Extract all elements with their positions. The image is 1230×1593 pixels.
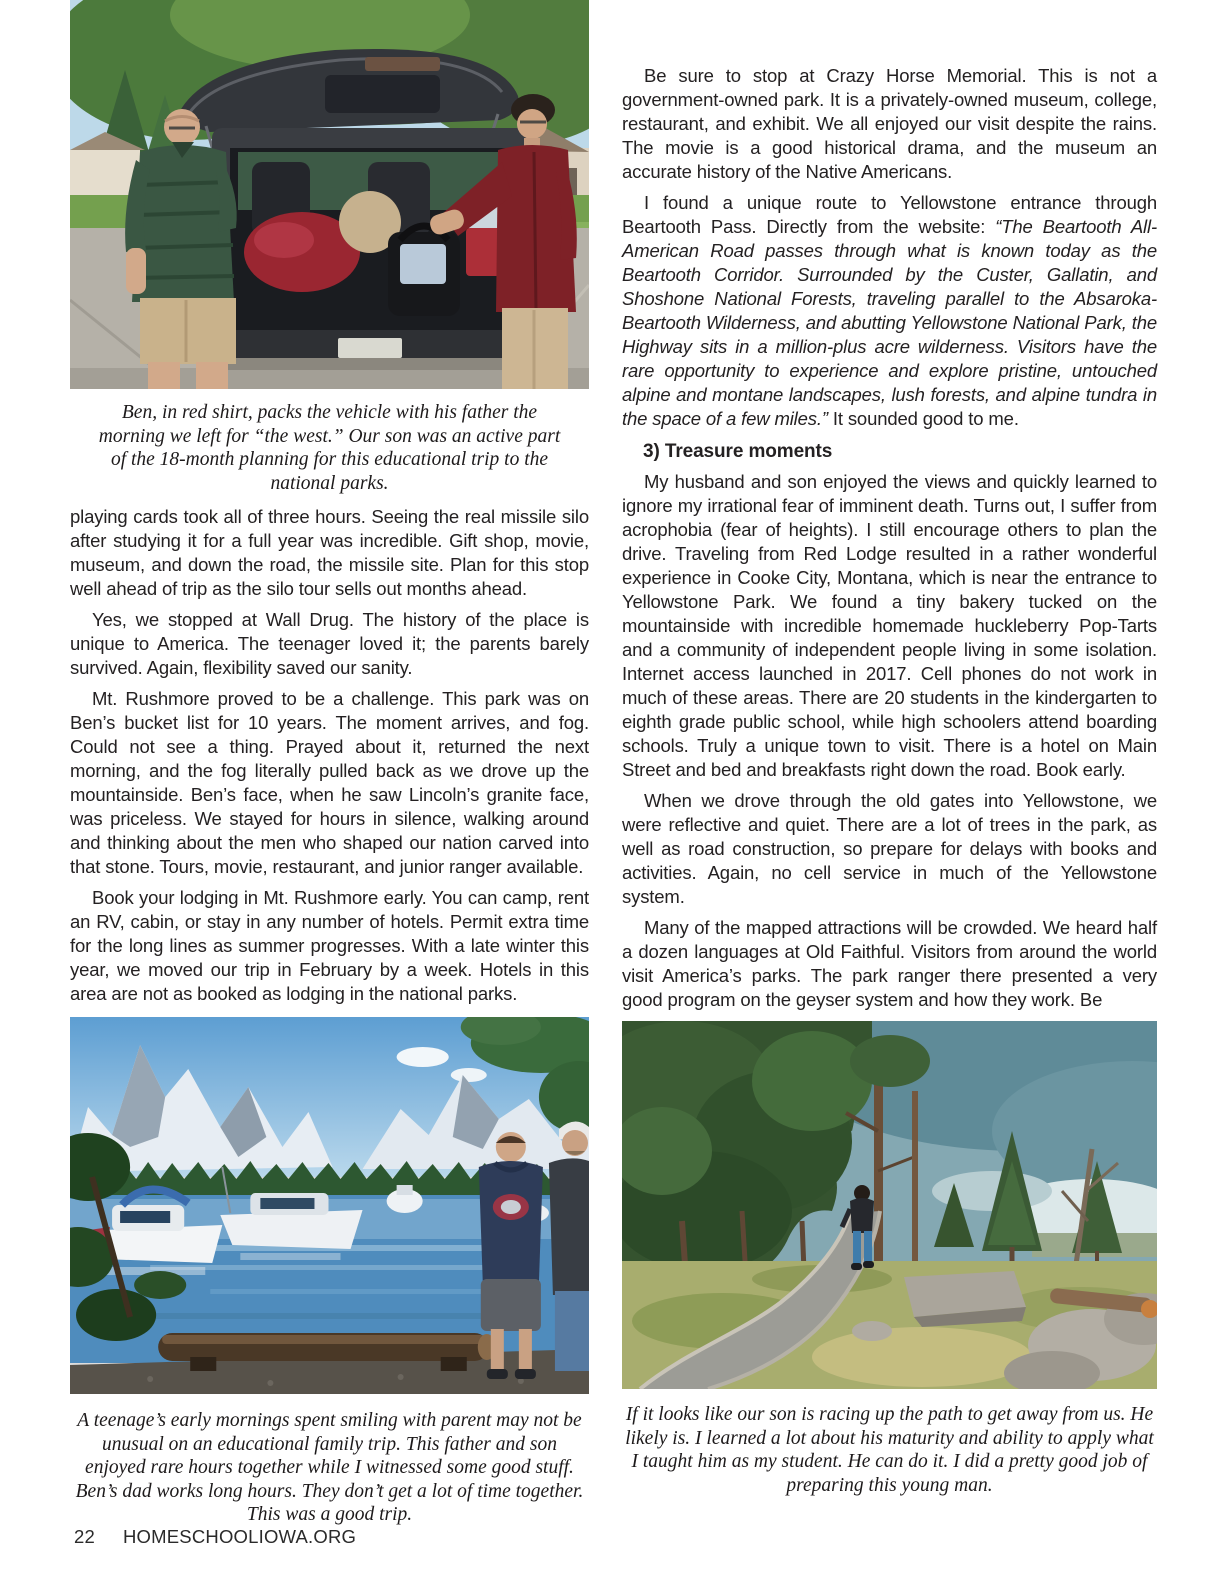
photo-trunk-packing [70,0,589,389]
paragraph-views-cooke-city: My husband and son enjoyed the views and quickly learned to ignore my irrational fear of imminent death. Turns out, I suffer from acrophobia (fear of heights). I still encourage others to plan the drive. Traveling from Red Lodge resulted in a rather wonderful experience in Cooke City, Montana, which is near the entrance to Yellowstone Park. We found a tiny bakery tucked on the mountainside with incredible homemade huckleberry Pop-Tarts and a community of independent people living in some isolation. Internet access launched in 2017. Cell phones do not work in much of these areas. There are 20 students in the kindergarten to eighth grade public school, while high schoolers attend boarding schools. Truly a unique town to visit. There is a hotel on Main Street and bed and breakfasts right down the road. Book early. [622,471,1157,780]
left-column [70,0,589,1537]
caption-trail-photo: If it looks like our son is racing up the path to get away from us. He likely is. I learned a lot about his maturity and ability to apply what I taught him as my student. He can do it. I did a pretty good job of preparing this young man. [625,1404,1154,1496]
footer-website: HOMESCHOOLIOWA.ORG [122,1526,357,1547]
paragraph-missile-silo: playing cards took all of three hours. Seeing the real missile silo after studying it for a full year was incredible. Gift shop, movie, museum, and down the road, the missile site. Plan for this stop well ahead of trip as the silo tour sells out months ahead. [70,506,589,599]
paragraph-crazy-horse: Be sure to stop at Crazy Horse Memorial. This is not a government-owned park. It is a privately-owned museum, college, restaurant, and exhibit. We all enjoyed our visit despite the rains. The movie is a good historical drama, and the museum an accurate history of the Native Americans. [622,65,1157,182]
page-number: 22 [74,1526,95,1547]
trunk-packing-illustration [70,0,589,389]
caption-lake-photo: A teenage’s early mornings spent smiling with parent may not be unusual on an educational family trip. This father and son enjoyed rare hours together while I witnessed some good stuff. Ben’s dad works long hours. They don’t get a lot of time together. This was a good trip. [75,1410,584,1525]
right-column [622,64,1157,1507]
beartooth-website-quote: “The Beartooth All-American Road passes through what is known today as the Beartooth Corridor. Surrounded by the Custer, Gallatin, and Shoshone National Forests, traveling parallel to the Absaroka-Beartooth Wilderness, and abutting Yellowstone National Park, the Highway sits in a million-plus acre wilderness. Visitors have the rare opportunity to experience and explore pristine, untouched alpine and montane landscapes, lush forests, and alpine tundra in the space of a few miles.” [622,216,1157,429]
trail-illustration [622,1021,1157,1389]
paragraph-beartooth [622,191,1157,431]
caption-trunk-photo: Ben, in red shirt, packs the vehicle with his father the morning we left for “the west.” Our son was an active part of the 18-month planning for this educational trip to the national parks. [98,402,561,494]
beartooth-tail: It sounded good to me. [827,408,1019,429]
section-heading-treasure-moments: 3) Treasure moments [643,441,833,462]
paragraph-lodging: Book your lodging in Mt. Rushmore early. You can camp, rent an RV, cabin, or stay in any number of hotels. Permit extra time for the long lines as summer progresses. With a late winter this year, we moved our trip in February by a week. Hotels in this area are not as booked as lodging in the national parks. [70,887,589,1004]
page-footer [74,1526,356,1548]
photo-lake-mountains [70,1017,589,1394]
paragraph-crowded-attractions: Many of the mapped attractions will be crowded. We heard half a dozen languages at Old Faithful. Visitors from around the world visit America’s parks. The park ranger there presented a very good program on the geyser system and how they work. Be [622,917,1157,1010]
paragraph-wall-drug: Yes, we stopped at Wall Drug. The history of the place is unique to America. The teenager loved it; the parents barely survived. Again, flexibility saved our sanity. [70,609,589,678]
lake-illustration [70,1017,589,1394]
photo-trail-walk [622,1021,1157,1389]
paragraph-yellowstone-gates: When we drove through the old gates into Yellowstone, we were reflective and quiet. There are a lot of trees in the park, as well as road construction, so prepare for delays with books and activities. Again, no cell service in much of the Yellowstone system. [622,790,1157,907]
beartooth-lead: I found a unique route to Yellowstone entrance through Beartooth Pass. Directly from the website: [622,192,1157,237]
paragraph-mt-rushmore: Mt. Rushmore proved to be a challenge. This park was on Ben’s bucket list for 10 years. The moment arrives, and fog. Could not see a thing. Prayed about it, returned the next morning, and the fog literally pulled back as we drove up the mountainside. Ben’s face, when he saw Lincoln’s granite face, was priceless. We stayed for hours in silence, walking around and thinking about the men who shaped our nation carved into that stone. Tours, movie, restaurant, and junior ranger available. [70,688,589,877]
